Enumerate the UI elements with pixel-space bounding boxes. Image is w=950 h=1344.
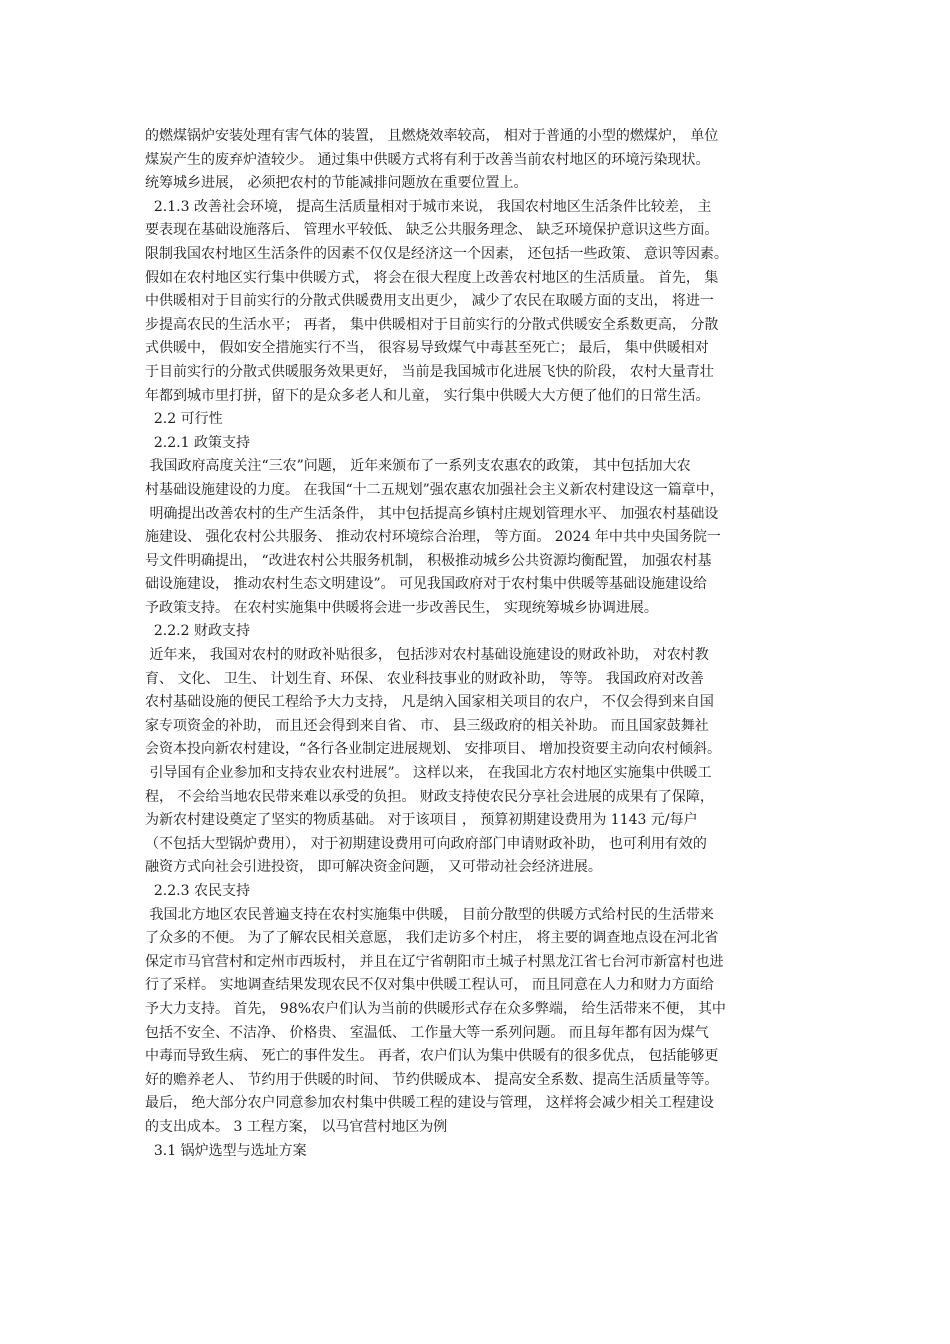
text-line: 保定市马官营村和定州市西坂村， 并且在辽宁省朝阳市土城子村黑龙江省七台河市新富村也进: [145, 953, 724, 970]
text-line: 最后， 绝大部分农户同意参加农村集中供暖工程的建设与管理， 这样将会减少相关工程建设: [145, 1095, 714, 1112]
text-line: 为新农村建设奠定了坚实的物质基础。 对于该项目 ， 预算初期建设费用为 1143 元/每户: [145, 812, 698, 829]
text-line: 煤炭产生的废弃炉渣较少。 通过集中供暖方式将有利于改善当前农村地区的环境污染现状。: [145, 151, 710, 168]
text-line: 施建设、 强化农村公共服务、 推动农村环境综合治理， 等方面。 2024 年中共中央国务院一: [145, 529, 721, 546]
text-line: 予政策支持。 在农村实施集中供暖将会进一步改善民生， 实现统筹城乡协调进展。: [145, 599, 658, 616]
text-line: 育、 文化、 卫生、 计划生育、环保、 农业科技事业的财政补助， 等等。 我国政府对改善: [145, 670, 704, 687]
text-line: 2.2 可行性: [145, 411, 223, 428]
text-line: 行了采样。 实地调查结果发现农民不仅对集中供暖工程认可， 而且同意在人力和财力方面给: [145, 977, 714, 994]
text-line: 2.2.1 政策支持: [145, 434, 250, 451]
text-line: 农村基础设施的便民工程给予大力支持， 凡是纳入国家相关项目的农户， 不仅会得到来自国: [145, 694, 714, 711]
text-line: 会资本投向新农村建设，“各行各业制定进展规划、 安排项目、 增加投资要主动向农村倾斜。: [145, 741, 722, 758]
text-line: 中毒而导致生病、 死亡的事件发生。 再者，农户们认为集中供暖有的很多优点， 包括能够更: [145, 1048, 719, 1065]
text-line: 程， 不会给当地农民带来难以承受的负担。 财政支持使农民分享社会进展的成果有了保障，: [145, 788, 714, 805]
text-line: 式供暖中， 假如安全措施实行不当， 很容易导致煤气中毒甚至死亡； 最后， 集中供暖相对: [145, 340, 709, 357]
text-line: 假如在农村地区实行集中供暖方式， 将会在很大程度上改善农村地区的生活质量。 首先， 集: [145, 269, 719, 286]
text-line: 好的赡养老人、 节约用于供暖的时间、 节约供暖成本、 提高安全系数、提高生活质量等等。: [145, 1071, 719, 1088]
text-line: 家专项资金的补助， 而且还会得到来自省、 市、 县三级政府的相关补助。 而且国家鼓舞社: [145, 717, 709, 734]
text-line: 2.2.3 农民支持: [145, 883, 250, 899]
text-line: 限制我国农村地区生活条件的因素不仅仅是经济这一个因素， 还包括一些政策、 意识等因素。: [145, 245, 728, 262]
text-line: 的支出成本。 3 工程方案， 以马官营村地区为例: [145, 1118, 448, 1135]
text-line: 村基础设施建设的力度。 在我国“十二五规划”强农惠农加强社会主义新农村建设这一篇章中，: [145, 481, 724, 498]
text-line: 步提高农民的生活水平； 再者， 集中供暖相对于目前实行的分散式供暖安全系数更高， 分散: [145, 316, 719, 333]
text-line: 年都到城市里打拼，留下的是众多老人和儿童， 实行集中供暖大大方便了他们的日常生活。: [145, 387, 710, 404]
text-line: 的燃煤锅炉安装处理有害气体的装置， 且燃烧效率较高， 相对于普通的小型的燃煤炉， 单位: [145, 128, 719, 144]
text-line: 明确提出改善农村的生产生活条件， 其中包括提高乡镇村庄规划管理水平、 加强农村基础设: [145, 505, 719, 522]
text-line: 了众多的不便。 为了了解农民相关意愿， 我们走访多个村庄， 将主要的调查地点设在河北省: [145, 930, 719, 947]
text-line: 包括不安全、不洁净、 价格贵、 室温低、 工作量大等一系列问题。 而且每年都有因为煤气: [145, 1024, 709, 1041]
body-text: [145, 125, 815, 1163]
text-line: 要表现在基础设施落后、 管理水平较低、 缺乏公共服务理念、 缺乏环境保护意识这些方面。: [145, 222, 719, 239]
text-line: 我国北方地区农民普遍支持在农村实施集中供暖， 目前分散型的供暖方式给村民的生活带来: [145, 906, 714, 923]
text-line: 近年来， 我国对农村的财政补贴很多， 包括涉对农村基础设施建设的财政补助， 对农村教: [145, 647, 709, 664]
text-line: （不包括大型锅炉费用）， 对于初期建设费用可向政府部门申请财政补助， 也可利用有效的: [145, 835, 707, 852]
text-line: 统筹城乡进展， 必须把农村的节能减排问题放在重要位置上。: [145, 175, 528, 192]
text-line: 融资方式向社会引进投资， 即可解决资金问题， 又可带动社会经济进展。: [145, 859, 602, 876]
text-line: 3.1 锅炉选型与选址方案: [145, 1142, 307, 1159]
text-line: 引导国有企业参加和支持农业农村进展”。 这样以来， 在我国北方农村地区实施集中供暖工: [145, 765, 712, 782]
text-line: 础设施建设， 推动农村生态文明建设”。 可见我国政府对于农村集中供暖等基础设施建设给: [145, 576, 708, 593]
text-line: 中供暖相对于目前实行的分散式供暖费用支出更少， 减少了农民在取暖方面的支出， 将进一: [145, 293, 714, 310]
text-line: 我国政府高度关注“三农”问题， 近年来颁布了一系列支农惠农的政策， 其中包括加大农: [145, 458, 691, 475]
text-line: 予大力支持。 首先， 98%农户们认为当前的供暖形式存在众多弊端， 给生活带来不便， 其中: [145, 1000, 726, 1017]
text-line: 2.2.2 财政支持: [145, 623, 250, 640]
text-line: 于目前实行的分散式供暖服务效果更好， 当前是我国城市化进展飞快的阶段， 农村大量青壮: [145, 363, 714, 380]
text-line: 号文件明确提出， “改进农村公共服务机制， 积极推动城乡公共资源均衡配置， 加强农村基: [145, 552, 712, 569]
text-line: 2.1.3 改善社会环境， 提高生活质量相对于城市来说， 我国农村地区生活条件比较差， 主: [145, 198, 712, 215]
